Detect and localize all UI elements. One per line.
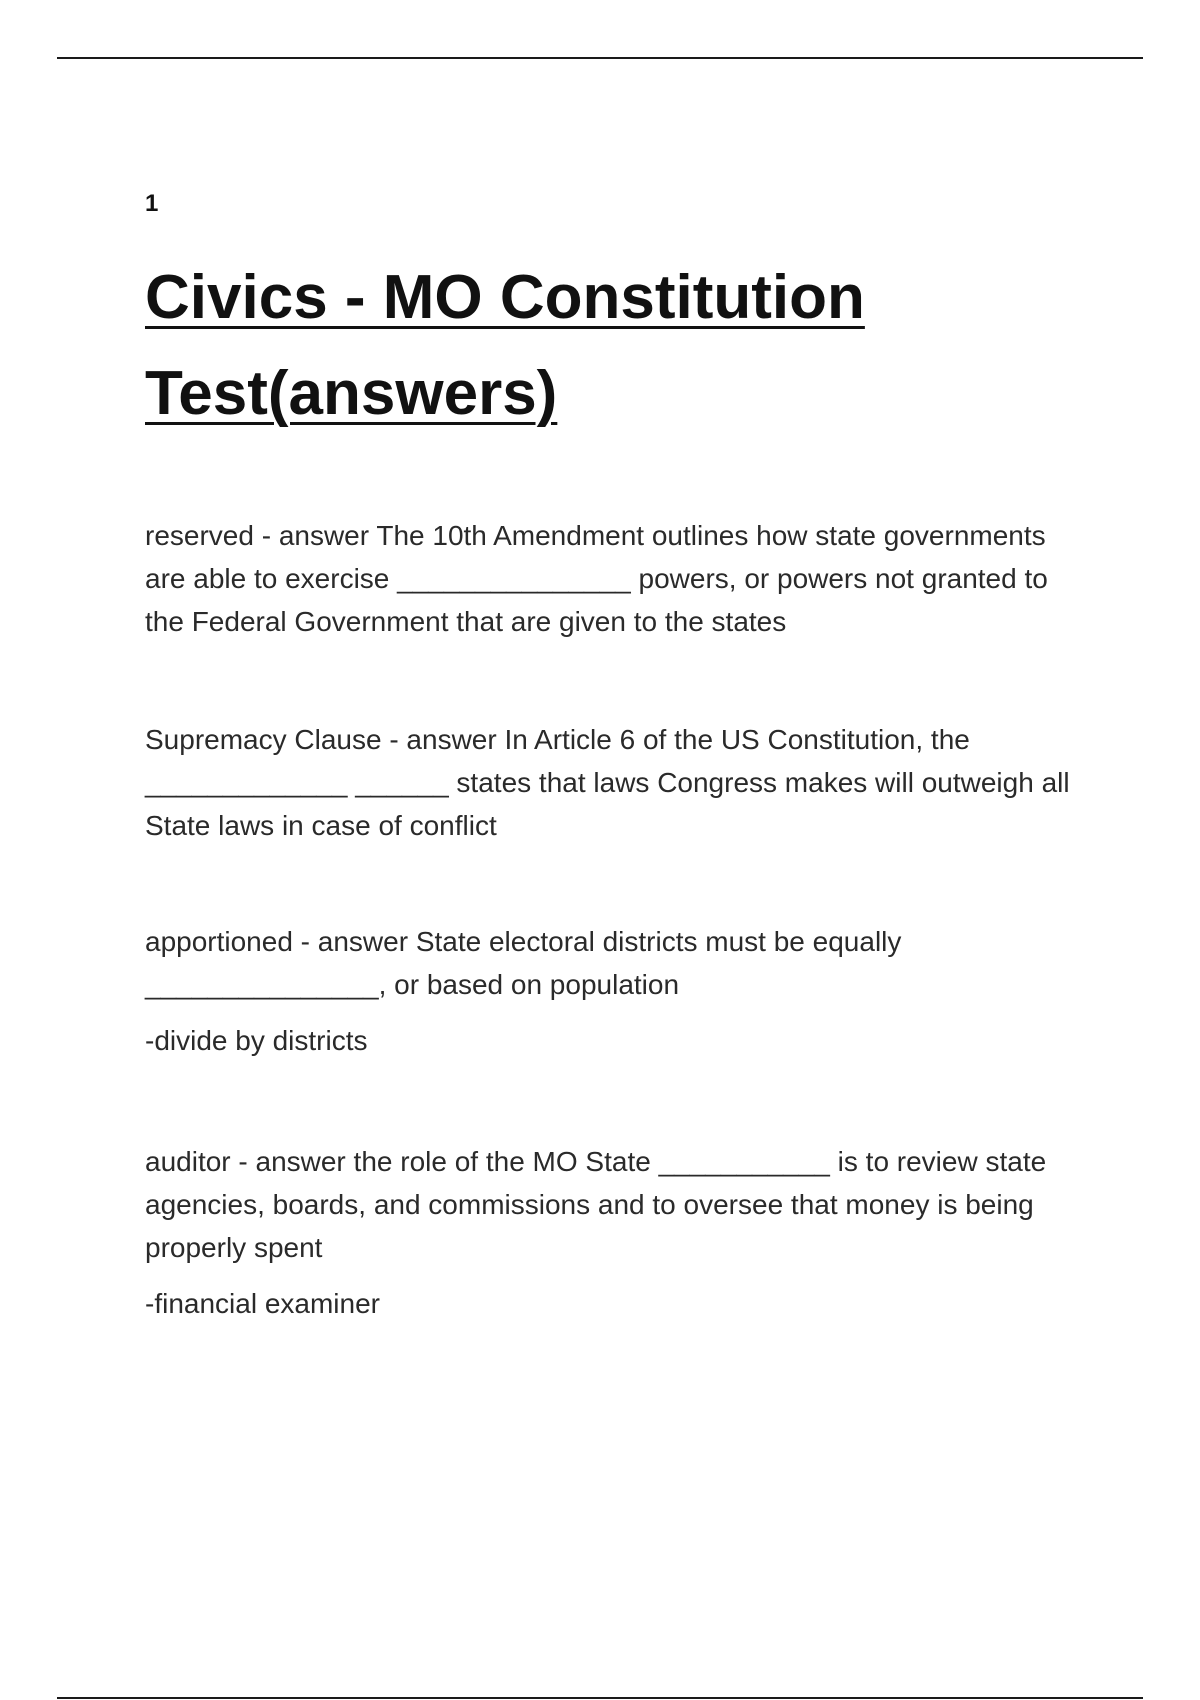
page-number: 1 bbox=[145, 190, 159, 217]
qa-entry-text: auditor - answer the role of the MO State ___________ is to review state agencies, boards, and commissions and to oversee that money is being properly spent bbox=[145, 1146, 1047, 1263]
qa-entry-text: apportioned - answer State electoral districts must be equally _______________, or based on population bbox=[145, 926, 902, 1000]
qa-entry-note: -financial examiner bbox=[145, 1288, 380, 1319]
qa-entry-text: Supremacy Clause - answer In Article 6 of the US Constitution, the _____________ ______ states that laws Congress makes will outweigh all State laws in case of conflict bbox=[145, 724, 1070, 841]
page-title bbox=[145, 250, 1065, 442]
page-title-line-2: Test(answers) bbox=[145, 359, 558, 428]
qa-entry-text: reserved - answer The 10th Amendment outlines how state governments are able to exercise _______________ powers, or powers not granted to the Federal Government that are given to the states bbox=[145, 520, 1048, 637]
qa-entry-supremacy-clause bbox=[145, 718, 1085, 847]
qa-entry-auditor bbox=[145, 1140, 1085, 1325]
qa-entry-reserved bbox=[145, 514, 1085, 643]
qa-entry-apportioned bbox=[145, 920, 1085, 1062]
top-rule bbox=[57, 57, 1143, 59]
page-title-line-1: Civics - MO Constitution bbox=[145, 263, 865, 332]
qa-entry-note: -divide by districts bbox=[145, 1025, 368, 1056]
bottom-rule bbox=[57, 1697, 1143, 1699]
